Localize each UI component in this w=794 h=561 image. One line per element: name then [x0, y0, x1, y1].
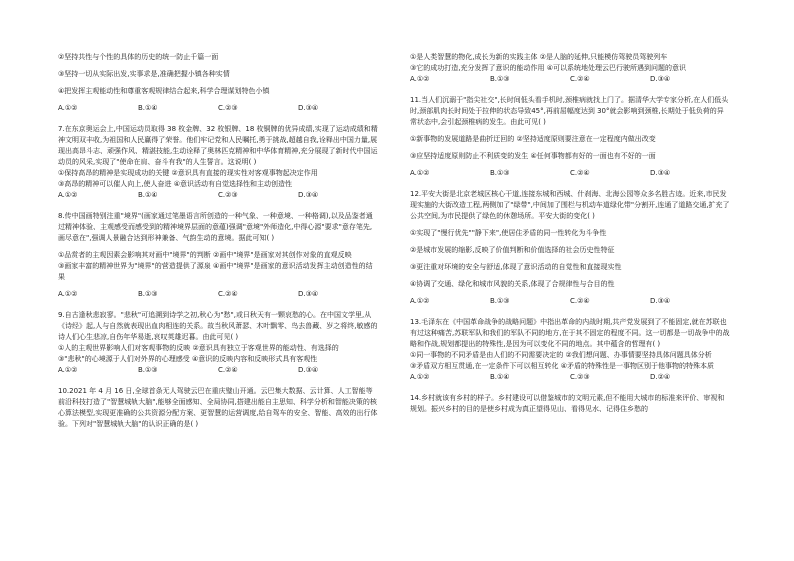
q11-option-row-1: ①新事物的发展道路是曲折迂回的 ②坚持适度原则要注意在一定程度内做出改变 [410, 135, 656, 143]
q11-choice-a: A.①② [410, 169, 430, 177]
q9-choice-c: C.②④ [218, 366, 238, 374]
q13-choice-c: C.②③ [570, 373, 590, 381]
q11-stem: 11.当人们沉溺于"指尖社交",长时间低头看手机时,颈椎病就找上门了。据清华大学专家分析,在人们低头时,颈部肌肉长时间处于拉伸的状态导致45°,再前屈幅度达到 30°就会影响到颈椎,长期处于低负荷的异常状态中,会引起颈椎病的发生。由此可见( ) [410, 96, 729, 126]
q6-choice-d: D.③④ [298, 104, 319, 112]
q7-stem: 7.在东京奥运会上,中国运动员取得 38 枚金牌、32 枚银牌、18 枚铜牌的优异成绩,实现了运动成绩和精神文明双丰收,为祖国和人民赢得了荣誉。他们牢记党和人民嘱托,勇于挑战,超越自我,诠释出中国力量,展现出高昂斗志、顽强作风、精湛技能,生动诠释了奥林匹克精神和中华体育精神,充分展现了新时代中国运动员的风采,实现了"使命在肩、奋斗有我"的人生誓言。这说明( ) [58, 125, 378, 166]
q8-stem: 8.传中国画特别注重"境界"(画家通过笔墨语言所创造的一种气象、一种意境、一种格调),以及品鉴者通过精神体验、主观感受而感受到的精神境界层面的意蕴)强调"意境"外师造化,中得心源"要求"意存笔先,画尽意在",强调人景融合达到形神兼备、气韵生动的意境。据此可知( ) [58, 212, 373, 242]
q7-option-row-2: ③高昂的精神可以催人向上,使人奋进 ④意识活动有自觉选择性和主动创造性 [58, 180, 293, 188]
q8-choice-b: B.①③ [138, 290, 158, 298]
q6-choice-c: C.②③ [218, 104, 238, 112]
q10-option-row-2: ③它的成功打造,充分发挥了意识的能动作用 ④可以系统地处理云巴行驶所遇到问题的意识 [410, 64, 686, 72]
q7-choice-a: A.①② [58, 191, 78, 199]
q9-choice-b: B.①③ [138, 366, 158, 374]
q9-choice-d: D.③④ [298, 366, 319, 374]
q6-choices [58, 103, 378, 114]
q11-choice-c: C.②④ [570, 169, 590, 177]
q8-choices [58, 289, 378, 300]
q9-choice-a: A.①② [58, 366, 78, 374]
right-column [410, 52, 730, 415]
q12-option-3: ③更注重对环境的安全与舒适,体现了意识活动的自觉性和直接现实性 [410, 263, 622, 271]
q13-choice-b: B.①④ [490, 373, 510, 381]
q14-stem: 14.乡村就该有乡村的样子。乡村建设可以借鉴城市的文明元素,但不能用大城市的标准来评价、审视和规划。振兴乡村的目的是使乡村成为真正望得见山、看得见水、记得住乡愁的 [410, 394, 725, 413]
q12-choice-b: B.①③ [490, 297, 510, 305]
q10-stem: 10.2021 年 4 月 16 日,全球首条无人驾驶云巴在重庆璧山开通。云巴集大数据、云计算、人工智能等前沿科技打造了"智慧城轨大脑",能够全面感知、全局协同,搭建出能自主思知、科学分析和智能决策的核心算法模型,实现更准确的公共资源分配方案、更智慧的运营调度,给自驾车的安全、智能、高效的出行体验。下列对"智慧城轨大脑"的认识正确的是( ) [58, 387, 378, 428]
left-column [58, 52, 378, 430]
q9-stem: 9.自古逢秋悲寂寥。"悲秋"可追溯到诗学之初,秋心为"愁",或曰秋天有一颗哀愁的心。在中国文学里,从《诗经》起,人与自然就表现出血肉相连的关系。故当秋风萧瑟、木叶飘零、鸟去兽藏、岁之将终,敏感的诗人们心生悲凉,自伤年华易逝,哀叹英雄迟暮。由此可见( ) [58, 311, 378, 341]
q13-stem: 13.毛泽东在《中国革命战争的战略问题》中指出革命的内战时期,共产党发展到了不能固定,就在苏联也有过这种痛苦,苏联军队和我们的军队不同的地方,在于其不固定的程度不同。这一切都是一切战争中的战略和作战,规划都提出的特殊性,是因为可以变化不同的地点。其中蕴含的哲理有( ) [410, 318, 730, 348]
q9-choices [58, 365, 378, 376]
q12-stem: 12.平安大街是北京老城区核心干道,连接东城和西城、什刹海、北海公园等众多名胜古迹。近来,市民发现实施的大街改造工程,两侧加了"绿带",中间加了围栏与机动车道绿化带"分割开,连通了道路交通,扩充了公共空间,为市民提供了绿色的休憩场所。平安大街的变化( ) [410, 190, 730, 220]
q12-choice-a: A.①② [410, 297, 430, 305]
q12-option-1: ①实现了"慢行优先""静下来",使居住矛盾的同一性转化为斗争性 [410, 229, 607, 237]
q7-choice-b: B.①④ [138, 191, 158, 199]
q7-choices [58, 190, 378, 201]
q6-option-3: ③坚持一切从实际出发,实事求是,准确把握小镇各种实情 [58, 70, 230, 78]
q13-choice-a: A.①② [410, 373, 430, 381]
q7-option-row-1: ①保持高昂的精神是实现成功的关键 ②意识具有直接的现实性对客观事物起决定作用 [58, 169, 318, 177]
q11-choices [410, 168, 730, 179]
q6-choice-a: A.①② [58, 104, 78, 112]
q11-option-row-2: ③应坚持适度原则防止不利质变的发生 ④任何事物都有好的一面也有不好的一面 [410, 152, 656, 160]
q8-choice-d: D.③④ [298, 290, 319, 298]
q10-option-row-1: ①是人类智慧的物化,成长为新的实践主体 ②是人脑的延伸,只能模仿驾驶员驾驶列车 [410, 53, 668, 61]
q6-choice-b: B.①④ [138, 104, 158, 112]
q8-option-row-2: ③画家丰富的精神世界为"境界"的营造提供了源泉 ④画中"境界"是画家的意识活动发挥主动创造性的结果 [58, 262, 373, 281]
q6-option-2: ②坚持共性与个性的具体的历史的统一防止千篇一面 [58, 53, 219, 61]
q6-option-4: ④把发挥主观能动性和尊重客观规律结合起来,科学合理谋划特色小镇 [58, 87, 270, 95]
q10-choice-b: B.①③ [490, 75, 510, 83]
q8-choice-c: C.②④ [218, 290, 238, 298]
q10-choices [410, 74, 730, 85]
q13-option-row-1: ①同一事物的不同矛盾是由人们的不同需要决定的 ②我们想问题、办事情要坚持具体问题具体分析 [410, 351, 712, 359]
q12-choices [410, 296, 730, 307]
q12-option-4: ④协调了交通、绿化和城市风貌的关系,体现了合规律性与合目的性 [410, 280, 615, 288]
q11-choice-d: D.③④ [650, 169, 671, 177]
q8-option-row-1: ①品赏者的主观因素会影响其对画中"境界"的判断 ②画中"境界"是画家对其创作对象的直观反映 [58, 251, 352, 259]
q12-option-2: ②是城市发展的缩影,反映了价值判断和价值选择的社会历史性特征 [410, 246, 615, 254]
q9-option-row-2: ③"悲秋"的心境源于人们对外界的心理感受 ④意识的反映内容和反映形式具有客观性 [58, 355, 318, 363]
q7-choice-d: D.③④ [298, 191, 319, 199]
q9-option-row-1: ①人的主观世界影响人们对客观事物的反映 ②意识具有独立于客观世界的能动性、有选择的 [58, 344, 339, 352]
q11-choice-b: B.①③ [490, 169, 510, 177]
q12-choice-d: D.③④ [650, 297, 671, 305]
q13-choices [410, 372, 730, 383]
q10-choice-c: C.②④ [570, 75, 590, 83]
q12-choice-c: C.②④ [570, 297, 590, 305]
q8-choice-a: A.①② [58, 290, 78, 298]
q13-option-row-2: ③矛盾双方相互贯通,在一定条件下可以相互转化 ④矛盾的特殊性是一事物区别于他事物的特殊本质 [410, 362, 714, 370]
q10-choice-d: D.③④ [650, 75, 671, 83]
q7-choice-c: C.②③ [218, 191, 238, 199]
q10-choice-a: A.①② [410, 75, 430, 83]
q13-choice-d: D.②④ [650, 373, 671, 381]
